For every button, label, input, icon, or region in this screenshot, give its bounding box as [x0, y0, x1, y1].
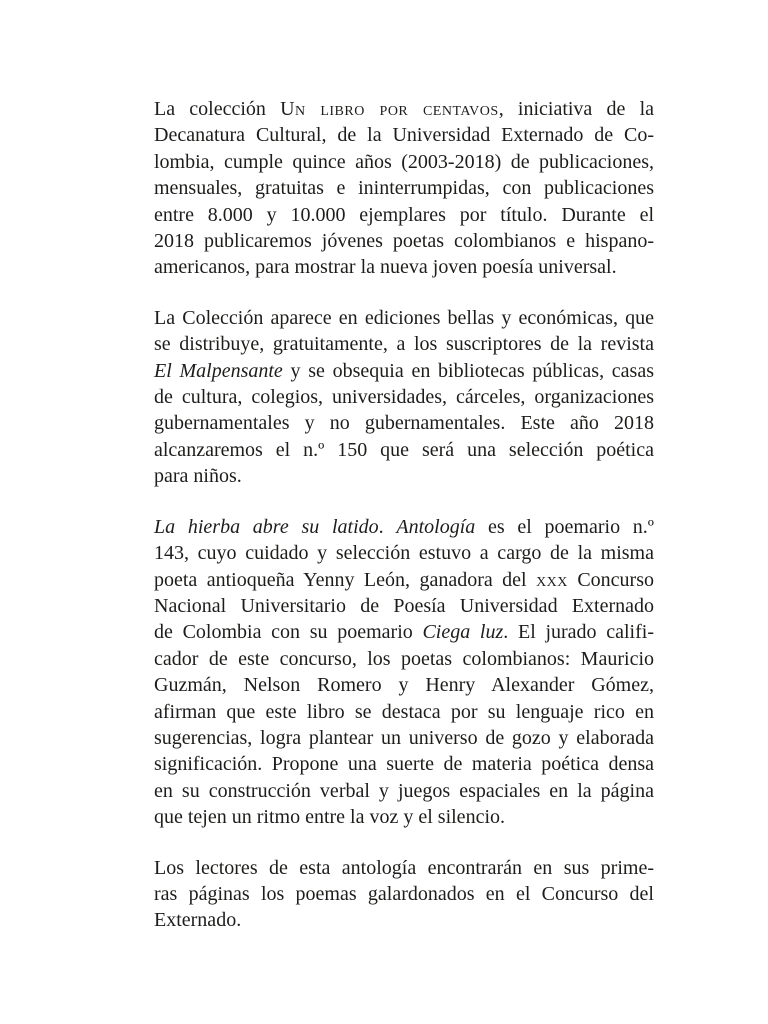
text-line: Decanatura Cultural, de la Universidad Externado de Co-: [154, 124, 654, 147]
paragraph-readers-note: [154, 855, 654, 934]
text-span: y se obsequia en bibliotecas públicas, casas: [282, 359, 654, 382]
text-line: entre 8.000 y 10.000 ejemplares por título. Durante el: [154, 203, 654, 226]
text-line: Guzmán, Nelson Romero y Henry Alexander Gómez,: [154, 674, 654, 697]
text-line: [154, 358, 654, 384]
text-line: alcanzaremos el n.º 150 que será una selección poética: [154, 438, 654, 461]
text-line: para niños.: [154, 465, 242, 488]
text-line: gubernamentales y no gubernamentales. Este año 2018: [154, 412, 654, 435]
text-line: [154, 514, 654, 540]
text-line: [154, 96, 654, 122]
collection-name: Un libro por centavos: [280, 98, 499, 120]
text-span: de Colombia con su poemario: [154, 621, 423, 644]
text-span: .: [378, 515, 397, 538]
text-line: ras páginas los poemas galardonados en el Concurso del: [154, 882, 654, 905]
text-span: , iniciativa de la: [498, 98, 654, 120]
text-span: Concurso: [567, 568, 654, 591]
text-line: 2018 publicaremos jóvenes poetas colombianos e hispano-: [154, 230, 654, 253]
text-line: lombia, cumple quince años (2003-2018) de publicaciones,: [154, 150, 654, 173]
text-line: americanos, para mostrar la nueva joven poesía universal.: [154, 256, 617, 279]
book-subtitle: Antología: [396, 515, 476, 538]
text-span: es el poemario n.º: [475, 515, 655, 538]
text-line: Externado.: [154, 909, 242, 932]
book-title: La hierba abre su latido: [154, 515, 379, 538]
paragraph-collection-intro: [154, 96, 654, 281]
text-span: . El jurado califi-: [503, 621, 654, 644]
text-line: [154, 567, 654, 593]
text-line: [154, 619, 654, 645]
text-line: que tejen un ritmo entre la voz y el silencio.: [154, 806, 505, 829]
roman-numeral: xxx: [536, 568, 568, 591]
text-line: significación. Propone una suerte de materia poética densa: [154, 753, 654, 776]
page-text-block: [154, 96, 654, 934]
text-span: La colección: [154, 98, 281, 120]
poem-collection-title: Ciega luz: [422, 621, 504, 644]
text-line: La Colección aparece en ediciones bellas y económicas, que: [154, 306, 654, 329]
text-line: afirman que este libro se destaca por su lenguaje rico en: [154, 700, 654, 723]
paragraph-book-description: [154, 514, 654, 831]
text-line: sugerencias, logra plantear un universo de gozo y elaborada: [154, 726, 654, 749]
text-line: 143, cuyo cuidado y selección estuvo a cargo de la misma: [154, 542, 654, 565]
text-line: Los lectores de esta antología encontrarán en sus prime-: [154, 856, 654, 879]
text-line: Nacional Universitario de Poesía Universidad Externado: [154, 594, 654, 617]
text-line: cador de este concurso, los poetas colombianos: Mauricio: [154, 647, 654, 670]
text-line: en su construcción verbal y juegos espaciales en la página: [154, 779, 654, 802]
text-line: de cultura, colegios, universidades, cárceles, organizaciones: [154, 386, 654, 409]
text-line: se distribuye, gratuitamente, a los suscriptores de la revista: [154, 333, 654, 356]
text-span: poeta antioqueña Yenny León, ganadora del: [154, 568, 537, 591]
paragraph-collection-distribution: [154, 305, 654, 490]
magazine-title: El Malpensante: [154, 359, 283, 382]
text-line: mensuales, gratuitas e ininterrumpidas, con publicaciones: [154, 177, 654, 200]
